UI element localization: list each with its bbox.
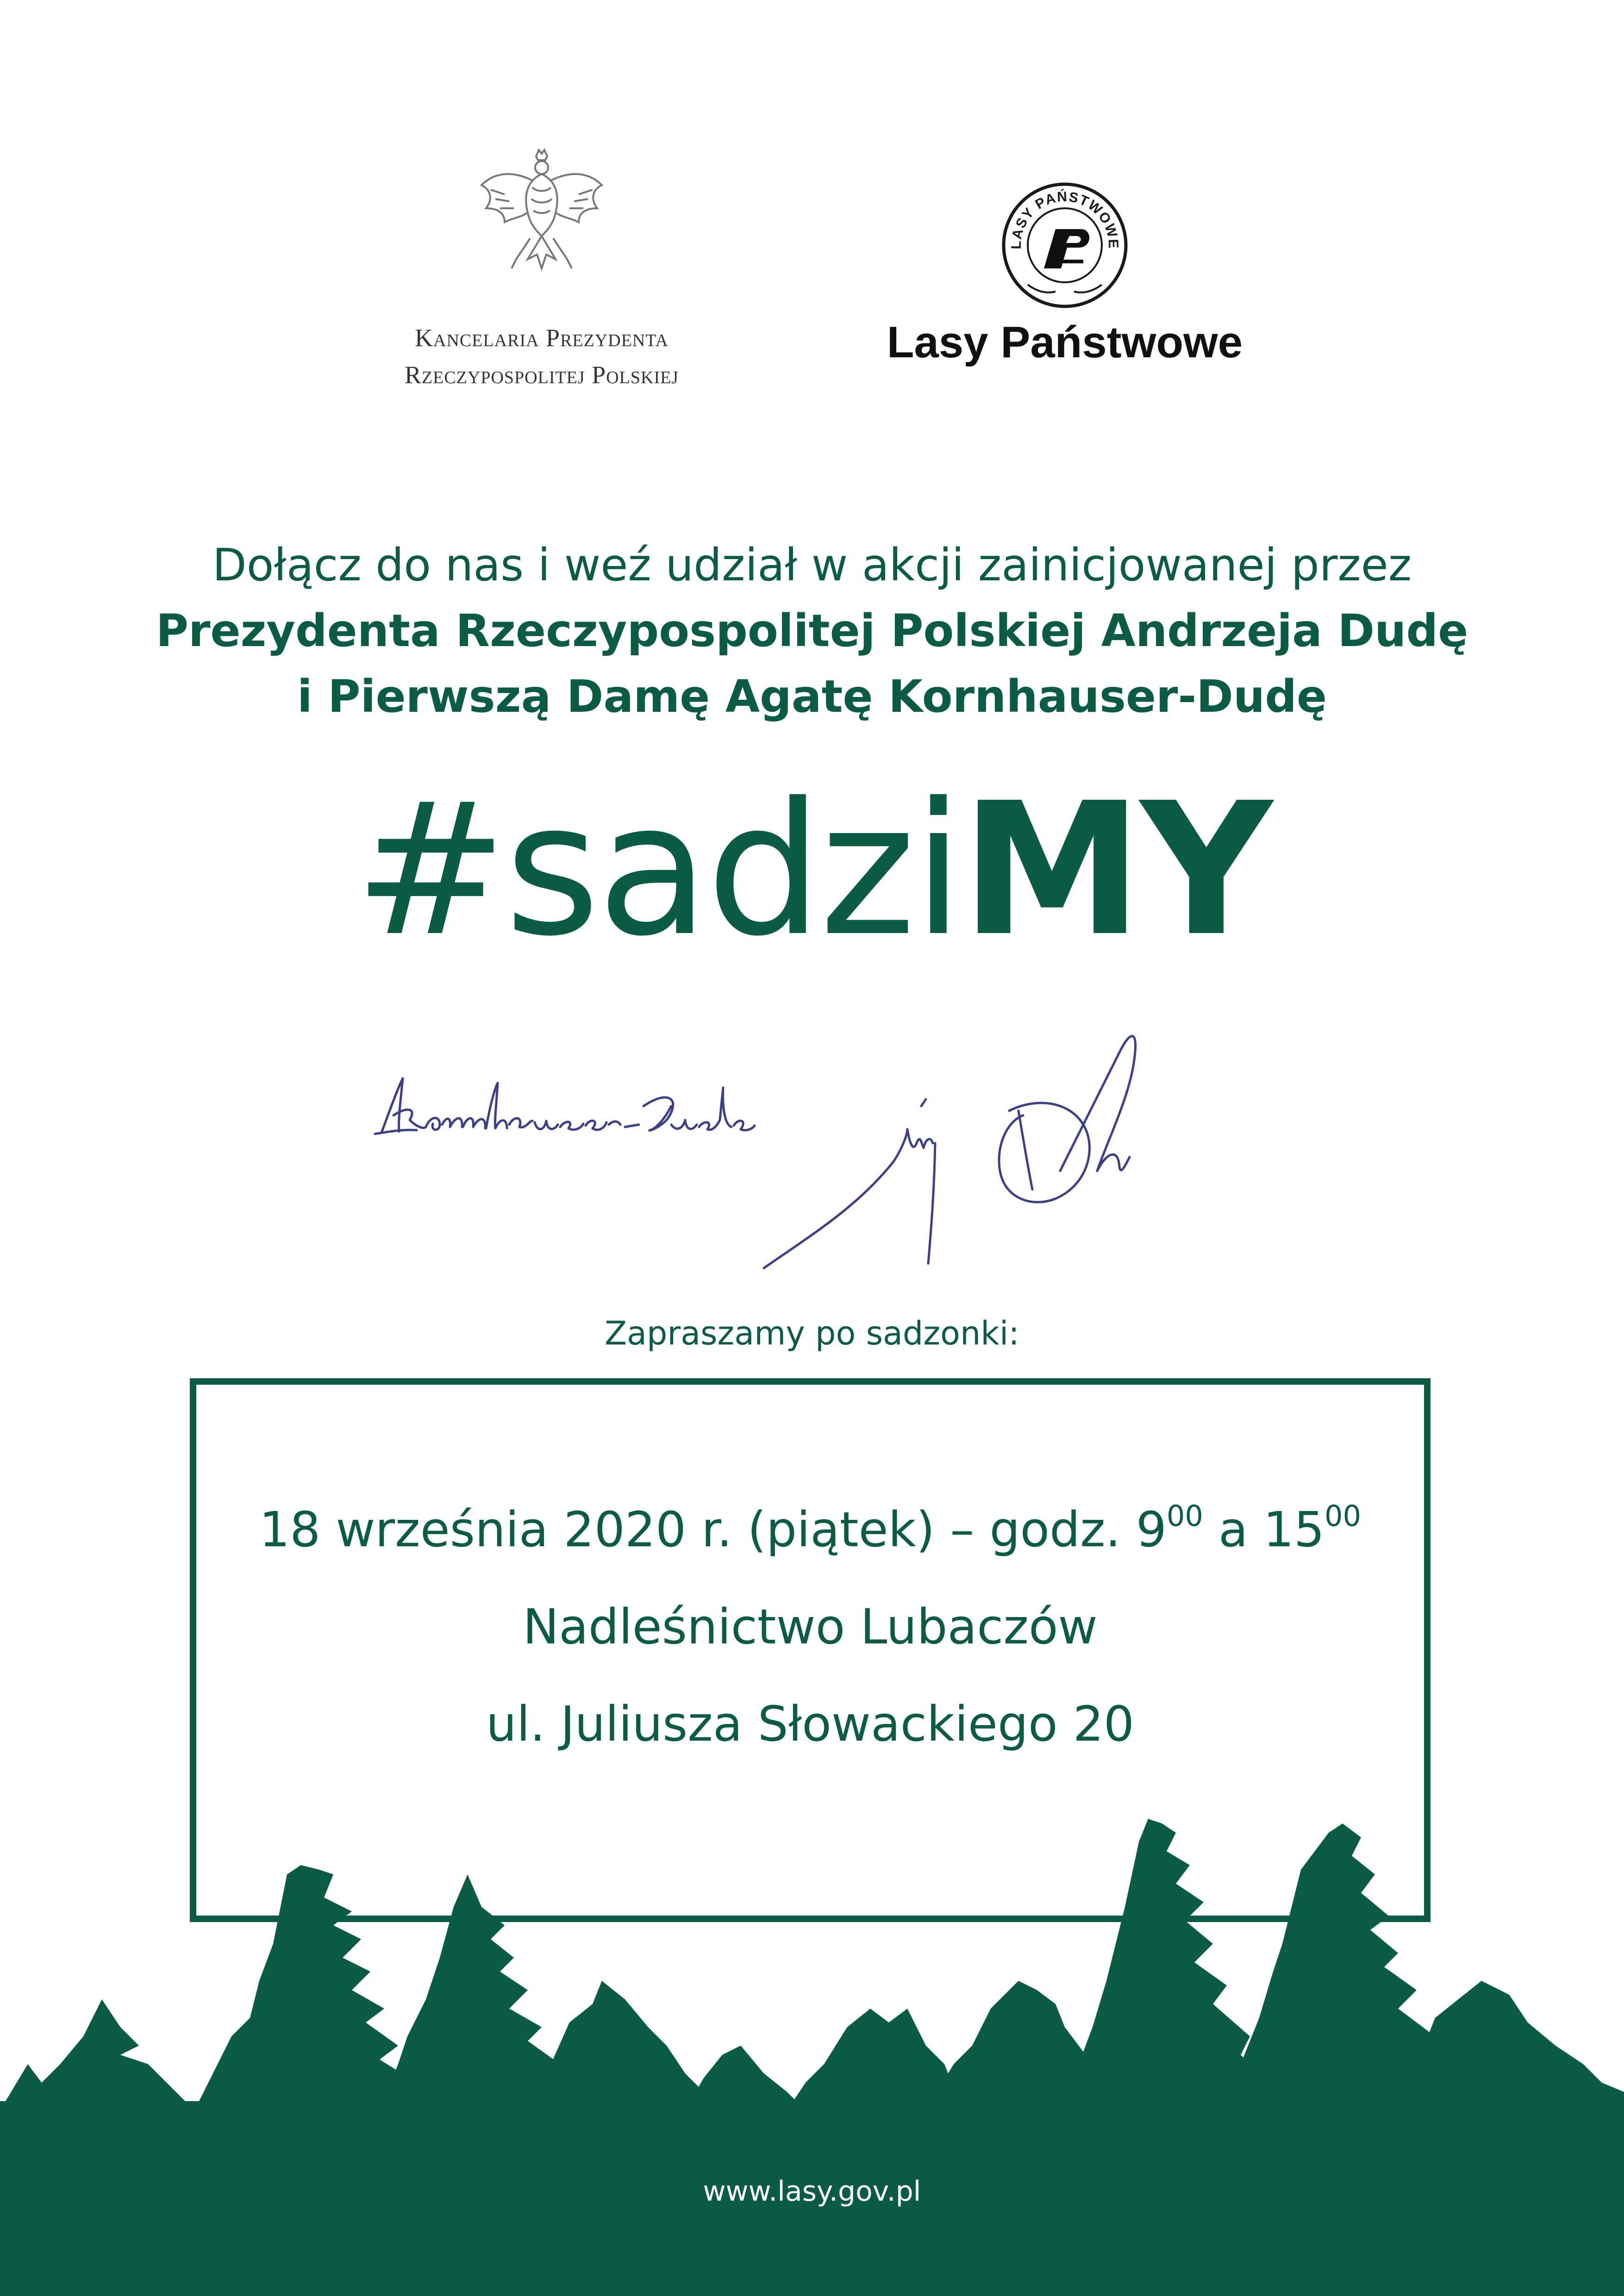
headline-line3: i Pierwszą Damę Agatę Kornhauser-Dudę — [297, 671, 1327, 722]
left-signature — [375, 1078, 755, 1134]
lasy-panstwowe-logo-icon — [1000, 180, 1130, 310]
forests-name: Lasy Państwowe — [887, 317, 1243, 367]
event-start-minutes: 00 — [1167, 1499, 1203, 1533]
event-date: 18 września 2020 r. (piątek) – godz. 9 — [259, 1501, 1167, 1558]
forest-silhouette — [0, 1805, 1624, 2296]
president-office-line2: Rzeczypospolitej Polskiej — [404, 361, 679, 389]
headline-line2: Prezydenta Rzeczypospolitej Polskiej Andrzeja Dudę — [156, 605, 1468, 657]
event-place: Nadleśnictwo Lubaczów — [523, 1599, 1098, 1655]
event-details — [190, 1481, 1430, 1773]
hashtag-prefix: #sadzi — [354, 764, 961, 977]
right-signature — [764, 1036, 1136, 1268]
campaign-hashtag — [139, 764, 1485, 977]
svg-text:LASY PAŃSTWOWE: LASY PAŃSTWOWE — [1008, 189, 1121, 249]
headline-line1: Dołącz do nas i weź udział w akcji zainicjowanej przez — [212, 539, 1412, 591]
footer-website-link[interactable]: www.lasy.gov.pl — [703, 2175, 921, 2208]
invitation-headline — [93, 532, 1531, 729]
president-office-line1: Kancelaria Prezydenta — [415, 324, 668, 352]
event-address: ul. Juliusza Słowackiego 20 — [486, 1696, 1135, 1752]
president-office-name — [324, 319, 759, 393]
event-connector: a 15 — [1203, 1501, 1325, 1558]
event-end-minutes: 00 — [1324, 1499, 1362, 1533]
hashtag-suffix: MY — [961, 764, 1270, 977]
signatures — [347, 949, 1296, 1273]
invite-label: Zapraszamy po sadzonki: — [605, 1314, 1019, 1352]
white-eagle-emblem-icon — [472, 143, 611, 292]
event-date-time — [190, 1481, 1430, 1578]
